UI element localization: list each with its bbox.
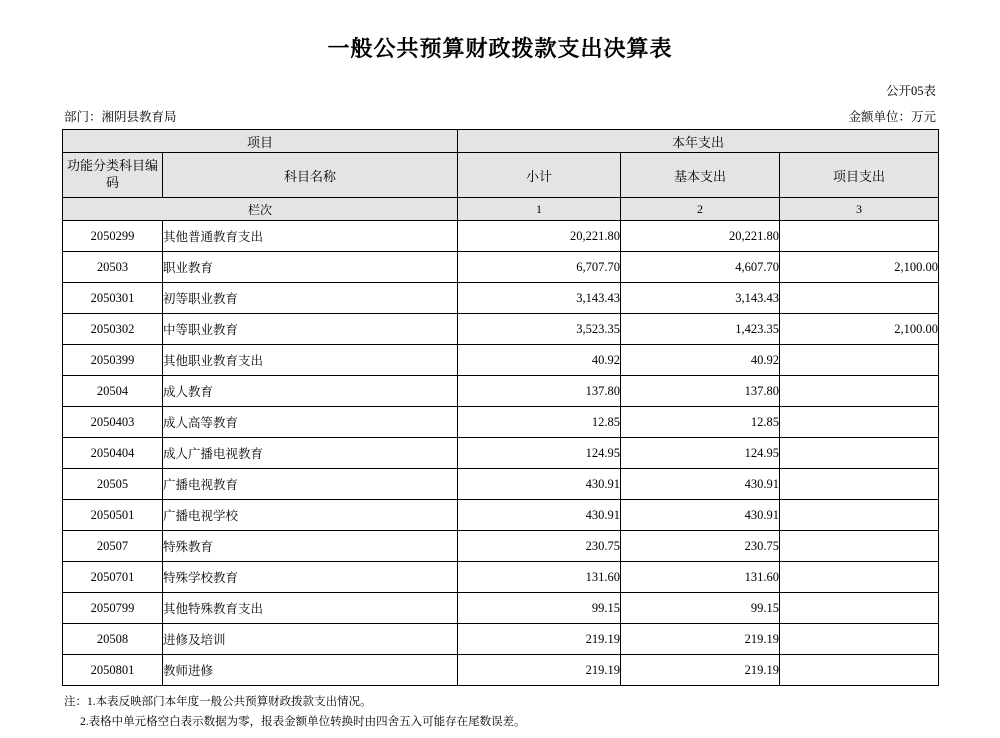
table-header-group-row bbox=[63, 130, 939, 153]
row-subtotal: 124.95 bbox=[458, 438, 621, 469]
lane-label: 栏次 bbox=[63, 198, 458, 221]
row-subtotal: 20,221.80 bbox=[458, 221, 621, 252]
row-code: 2050302 bbox=[63, 314, 163, 345]
header-col-code-text: 功能分类科目编码 bbox=[66, 158, 158, 190]
row-subtotal: 131.60 bbox=[458, 562, 621, 593]
table-header-lane-row bbox=[63, 198, 939, 221]
row-name: 职业教育 bbox=[163, 252, 458, 283]
row-name: 特殊学校教育 bbox=[163, 562, 458, 593]
table-row bbox=[63, 252, 939, 283]
row-project: 2,100.00 bbox=[780, 314, 939, 345]
table-notes bbox=[62, 693, 938, 732]
row-subtotal: 40.92 bbox=[458, 345, 621, 376]
row-subtotal: 6,707.70 bbox=[458, 252, 621, 283]
row-subtotal: 12.85 bbox=[458, 407, 621, 438]
table-row bbox=[63, 593, 939, 624]
table-row bbox=[63, 376, 939, 407]
lane-number-2: 2 bbox=[621, 198, 780, 221]
department-label: 部门：湘阴县教育局 bbox=[64, 110, 177, 124]
row-basic: 3,143.43 bbox=[621, 283, 780, 314]
row-basic: 430.91 bbox=[621, 469, 780, 500]
row-name: 其他职业教育支出 bbox=[163, 345, 458, 376]
header-col-basic: 基本支出 bbox=[621, 153, 780, 198]
table-row bbox=[63, 221, 939, 252]
header-col-project: 项目支出 bbox=[780, 153, 939, 198]
row-basic: 219.19 bbox=[621, 624, 780, 655]
row-name: 成人教育 bbox=[163, 376, 458, 407]
row-code: 20507 bbox=[63, 531, 163, 562]
table-row bbox=[63, 438, 939, 469]
row-code: 2050701 bbox=[63, 562, 163, 593]
row-basic: 219.19 bbox=[621, 655, 780, 686]
table-row bbox=[63, 624, 939, 655]
row-name: 进修及培训 bbox=[163, 624, 458, 655]
row-subtotal: 99.15 bbox=[458, 593, 621, 624]
row-project bbox=[780, 376, 939, 407]
row-project bbox=[780, 531, 939, 562]
lane-number-3: 3 bbox=[780, 198, 939, 221]
note-line-2: 2.表格中单元格空白表示数据为零，报表金额单位转换时由四舍五入可能存在尾数误差。 bbox=[80, 715, 526, 728]
row-basic: 137.80 bbox=[621, 376, 780, 407]
row-project bbox=[780, 345, 939, 376]
row-code: 20504 bbox=[63, 376, 163, 407]
note-line-1: 注：1.本表反映部门本年度一般公共预算财政拨款支出情况。 bbox=[64, 696, 372, 708]
header-col-code bbox=[63, 153, 163, 198]
row-basic: 99.15 bbox=[621, 593, 780, 624]
row-subtotal: 230.75 bbox=[458, 531, 621, 562]
row-subtotal: 430.91 bbox=[458, 469, 621, 500]
row-subtotal: 219.19 bbox=[458, 624, 621, 655]
row-basic: 40.92 bbox=[621, 345, 780, 376]
lane-number-1: 1 bbox=[458, 198, 621, 221]
header-group-item: 项目 bbox=[63, 130, 458, 153]
meta-row bbox=[62, 107, 938, 125]
row-name: 成人广播电视教育 bbox=[163, 438, 458, 469]
row-basic: 430.91 bbox=[621, 500, 780, 531]
row-project bbox=[780, 593, 939, 624]
row-name: 广播电视教育 bbox=[163, 469, 458, 500]
row-basic: 4,607.70 bbox=[621, 252, 780, 283]
amount-unit-label: 金额单位：万元 bbox=[848, 110, 936, 124]
row-code: 2050501 bbox=[63, 500, 163, 531]
table-row bbox=[63, 531, 939, 562]
row-name: 其他特殊教育支出 bbox=[163, 593, 458, 624]
row-project bbox=[780, 221, 939, 252]
row-code: 2050799 bbox=[63, 593, 163, 624]
form-number: 公开05表 bbox=[885, 84, 936, 98]
row-basic: 20,221.80 bbox=[621, 221, 780, 252]
row-subtotal: 219.19 bbox=[458, 655, 621, 686]
row-basic: 124.95 bbox=[621, 438, 780, 469]
row-basic: 1,423.35 bbox=[621, 314, 780, 345]
row-subtotal: 3,143.43 bbox=[458, 283, 621, 314]
row-subtotal: 430.91 bbox=[458, 500, 621, 531]
row-name: 教师进修 bbox=[163, 655, 458, 686]
row-code: 2050399 bbox=[63, 345, 163, 376]
table-row bbox=[63, 655, 939, 686]
row-code: 20505 bbox=[63, 469, 163, 500]
row-basic: 12.85 bbox=[621, 407, 780, 438]
row-project bbox=[780, 283, 939, 314]
row-code: 2050403 bbox=[63, 407, 163, 438]
header-col-name: 科目名称 bbox=[163, 153, 458, 198]
row-basic: 131.60 bbox=[621, 562, 780, 593]
row-code: 2050801 bbox=[63, 655, 163, 686]
table-row bbox=[63, 314, 939, 345]
table-row bbox=[63, 469, 939, 500]
row-name: 成人高等教育 bbox=[163, 407, 458, 438]
page-title: 一般公共预算财政拨款支出决算表 bbox=[327, 36, 673, 61]
table-row bbox=[63, 500, 939, 531]
row-project bbox=[780, 500, 939, 531]
row-name: 特殊教育 bbox=[163, 531, 458, 562]
document-page bbox=[0, 32, 1000, 738]
row-project bbox=[780, 655, 939, 686]
table-row bbox=[63, 283, 939, 314]
row-project bbox=[780, 407, 939, 438]
row-project bbox=[780, 438, 939, 469]
row-code: 2050301 bbox=[63, 283, 163, 314]
table-row bbox=[63, 562, 939, 593]
row-code: 20508 bbox=[63, 624, 163, 655]
row-subtotal: 3,523.35 bbox=[458, 314, 621, 345]
header-group-current-year: 本年支出 bbox=[458, 130, 939, 153]
row-name: 初等职业教育 bbox=[163, 283, 458, 314]
table-header-columns-row bbox=[63, 153, 939, 198]
row-project: 2,100.00 bbox=[780, 252, 939, 283]
row-name: 中等职业教育 bbox=[163, 314, 458, 345]
row-subtotal: 137.80 bbox=[458, 376, 621, 407]
row-basic: 230.75 bbox=[621, 531, 780, 562]
row-project bbox=[780, 562, 939, 593]
row-code: 2050404 bbox=[63, 438, 163, 469]
row-name: 其他普通教育支出 bbox=[163, 221, 458, 252]
table-row bbox=[63, 345, 939, 376]
row-project bbox=[780, 624, 939, 655]
row-project bbox=[780, 469, 939, 500]
row-code: 2050299 bbox=[63, 221, 163, 252]
row-code: 20503 bbox=[63, 252, 163, 283]
table-row bbox=[63, 407, 939, 438]
budget-expenditure-table bbox=[62, 129, 939, 686]
header-col-subtotal: 小计 bbox=[458, 153, 621, 198]
row-name: 广播电视学校 bbox=[163, 500, 458, 531]
